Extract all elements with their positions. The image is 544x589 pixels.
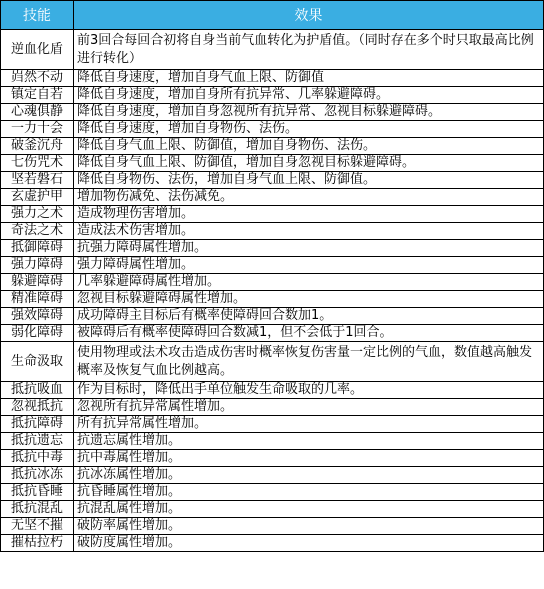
table-row	[1, 70, 544, 87]
skill-effect: 忽视目标躲避障碍属性增加。	[74, 291, 544, 308]
skill-name: 精准障碍	[1, 291, 74, 308]
skill-effect: 降低自身速度，增加自身忽视所有抗异常、忽视目标躲避障碍。	[74, 104, 544, 121]
table-row	[1, 342, 544, 382]
table-row	[1, 501, 544, 518]
skill-effect: 几率躲避障碍属性增加。	[74, 274, 544, 291]
skill-effect: 降低自身速度，增加自身气血上限、防御值	[74, 70, 544, 87]
skill-name: 抵御障碍	[1, 240, 74, 257]
skill-name: 镇定自若	[1, 87, 74, 104]
table-row	[1, 433, 544, 450]
skill-name: 抵抗吸血	[1, 382, 74, 399]
skill-name: 奇法之术	[1, 223, 74, 240]
skill-effect: 成功障碍主目标后有概率使障碍回合数加1。	[74, 308, 544, 325]
table-header-row	[1, 1, 544, 30]
table-row	[1, 382, 544, 399]
table-row	[1, 416, 544, 433]
skill-effect: 所有抗异常属性增加。	[74, 416, 544, 433]
skill-name: 破釜沉舟	[1, 138, 74, 155]
header-skill: 技能	[1, 1, 74, 30]
table-row	[1, 30, 544, 70]
skill-effect: 抗强力障碍属性增加。	[74, 240, 544, 257]
skill-effect: 降低自身速度，增加自身所有抗异常、几率躲避障碍。	[74, 87, 544, 104]
skill-effect: 破防度属性增加。	[74, 535, 544, 552]
skill-effect: 造成物理伤害增加。	[74, 206, 544, 223]
table-row	[1, 450, 544, 467]
skill-name: 强力障碍	[1, 257, 74, 274]
table-row	[1, 155, 544, 172]
skill-name: 无坚不摧	[1, 518, 74, 535]
skill-effect: 造成法术伤害增加。	[74, 223, 544, 240]
table-row	[1, 138, 544, 155]
skill-name: 强效障碍	[1, 308, 74, 325]
skill-name: 抵抗冰冻	[1, 467, 74, 484]
skill-name: 抵抗遗忘	[1, 433, 74, 450]
skill-name: 躲避障碍	[1, 274, 74, 291]
skill-effect: 破防率属性增加。	[74, 518, 544, 535]
table-row	[1, 291, 544, 308]
table-row	[1, 518, 544, 535]
skill-name: 玄虚护甲	[1, 189, 74, 206]
skill-name: 忽视抵抗	[1, 399, 74, 416]
table-row	[1, 535, 544, 552]
skill-effect: 抗冰冻属性增加。	[74, 467, 544, 484]
skill-name: 岿然不动	[1, 70, 74, 87]
skill-effect: 强力障碍属性增加。	[74, 257, 544, 274]
table-row	[1, 223, 544, 240]
table-row	[1, 274, 544, 291]
table-row	[1, 240, 544, 257]
table-row	[1, 325, 544, 342]
skill-effect: 忽视所有抗异常属性增加。	[74, 399, 544, 416]
skill-name: 逆血化盾	[1, 30, 74, 70]
skill-effect: 作为目标时，降低出手单位触发生命吸取的几率。	[74, 382, 544, 399]
skill-effect: 使用物理或法术攻击造成伤害时概率恢复伤害量一定比例的气血，数值越高触发概率及恢复气血比例越高。	[74, 342, 544, 382]
skill-name: 抵抗障碍	[1, 416, 74, 433]
skill-effect: 抗中毒属性增加。	[74, 450, 544, 467]
table-row	[1, 87, 544, 104]
table-row	[1, 257, 544, 274]
table-row	[1, 121, 544, 138]
skill-name: 摧枯拉朽	[1, 535, 74, 552]
skill-effect: 降低自身气血上限、防御值，增加自身忽视目标躲避障碍。	[74, 155, 544, 172]
table-row	[1, 467, 544, 484]
skill-effect: 抗遗忘属性增加。	[74, 433, 544, 450]
skill-name: 弱化障碍	[1, 325, 74, 342]
skill-effect: 降低自身物伤、法伤，增加自身气血上限、防御值。	[74, 172, 544, 189]
skill-effect: 增加物伤减免、法伤减免。	[74, 189, 544, 206]
table-row	[1, 206, 544, 223]
skill-name: 心魂俱静	[1, 104, 74, 121]
skill-name: 坚若磐石	[1, 172, 74, 189]
skill-name: 生命汲取	[1, 342, 74, 382]
header-effect: 效果	[74, 1, 544, 30]
skill-name: 一力十会	[1, 121, 74, 138]
table-row	[1, 308, 544, 325]
skill-effect: 前3回合每回合初将自身当前气血转化为护盾值。（同时存在多个时只取最高比例进行转化）	[74, 30, 544, 70]
skill-effect: 抗混乱属性增加。	[74, 501, 544, 518]
table-row	[1, 484, 544, 501]
skill-effect: 降低自身气血上限、防御值，增加自身物伤、法伤。	[74, 138, 544, 155]
table-row	[1, 172, 544, 189]
skill-name: 七伤咒术	[1, 155, 74, 172]
skill-name: 强力之术	[1, 206, 74, 223]
skill-effect: 抗昏睡属性增加。	[74, 484, 544, 501]
skill-name: 抵抗混乱	[1, 501, 74, 518]
skill-name: 抵抗中毒	[1, 450, 74, 467]
skill-effect: 降低自身速度，增加自身物伤、法伤。	[74, 121, 544, 138]
table-row	[1, 399, 544, 416]
table-row	[1, 189, 544, 206]
skill-effect: 被障碍后有概率使障碍回合数减1，但不会低于1回合。	[74, 325, 544, 342]
table-row	[1, 104, 544, 121]
skill-name: 抵抗昏睡	[1, 484, 74, 501]
